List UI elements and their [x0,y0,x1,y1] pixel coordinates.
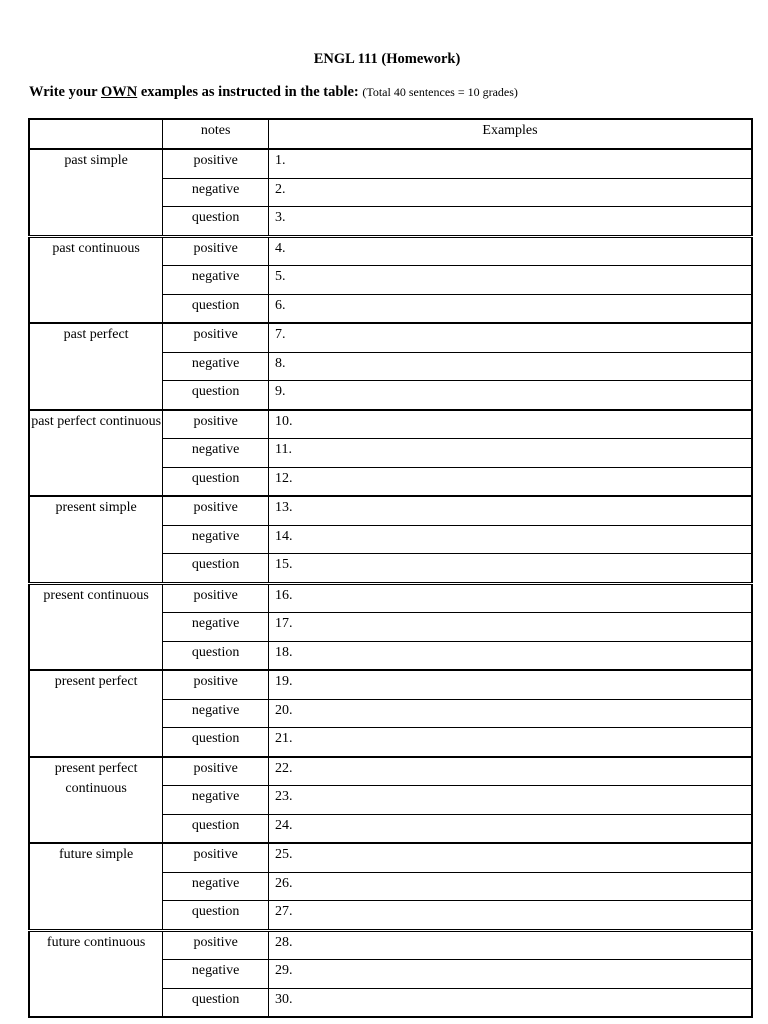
example-cell[interactable]: 21. [269,728,752,757]
note-cell: negative [163,699,269,728]
instruction-suffix: examples as instructed in the table: [137,84,359,100]
example-cell[interactable]: 22. [269,757,752,786]
table-row [29,236,752,266]
table-body [29,149,752,1017]
table-row [29,670,752,699]
note-cell: negative [163,439,269,468]
example-cell[interactable]: 14. [269,525,752,554]
note-cell: negative [163,266,269,295]
note-cell: negative [163,960,269,989]
table-row [29,843,752,872]
note-cell: question [163,207,269,237]
example-cell[interactable]: 8. [269,352,752,381]
note-cell: negative [163,872,269,901]
note-cell: positive [163,323,269,352]
note-cell: positive [163,410,269,439]
example-cell[interactable]: 10. [269,410,752,439]
tense-cell: future continuous [29,930,163,1017]
note-cell: positive [163,583,269,613]
tense-cell: present perfect continuous [29,757,163,844]
note-cell: negative [163,613,269,642]
note-cell: positive [163,930,269,960]
example-cell[interactable]: 29. [269,960,752,989]
note-cell: positive [163,843,269,872]
header-row [29,119,752,149]
instructions [29,84,518,101]
note-cell: positive [163,496,269,525]
tense-cell: future simple [29,843,163,930]
example-cell[interactable]: 26. [269,872,752,901]
example-cell[interactable]: 27. [269,901,752,931]
example-cell[interactable]: 13. [269,496,752,525]
tense-cell: present simple [29,496,163,583]
example-cell[interactable]: 30. [269,988,752,1017]
tense-cell: past perfect continuous [29,410,163,497]
instruction-emphasis: OWN [100,84,138,100]
note-cell: positive [163,236,269,266]
homework-table [28,118,753,1018]
note-cell: negative [163,525,269,554]
note-cell: negative [163,178,269,207]
note-cell: question [163,901,269,931]
example-cell[interactable]: 20. [269,699,752,728]
table-row [29,583,752,613]
note-cell: negative [163,786,269,815]
table-row [29,149,752,178]
note-cell: negative [163,352,269,381]
tense-cell: past perfect [29,323,163,410]
example-cell[interactable]: 24. [269,814,752,843]
table-row [29,757,752,786]
example-cell[interactable]: 4. [269,236,752,266]
example-cell[interactable]: 9. [269,381,752,410]
tense-cell: present continuous [29,583,163,670]
tense-cell: present perfect [29,670,163,757]
example-cell[interactable]: 23. [269,786,752,815]
note-cell: positive [163,149,269,178]
table-row [29,930,752,960]
note-cell: question [163,381,269,410]
example-cell[interactable]: 12. [269,467,752,496]
header-examples: Examples [269,119,752,149]
example-cell[interactable]: 15. [269,554,752,584]
note-cell: question [163,467,269,496]
example-cell[interactable]: 3. [269,207,752,237]
instruction-note: (Total 40 sentences = 10 grades) [362,85,518,99]
example-cell[interactable]: 28. [269,930,752,960]
example-cell[interactable]: 19. [269,670,752,699]
example-cell[interactable]: 1. [269,149,752,178]
example-cell[interactable]: 5. [269,266,752,295]
tense-cell: past continuous [29,236,163,323]
note-cell: question [163,728,269,757]
example-cell[interactable]: 16. [269,583,752,613]
example-cell[interactable]: 7. [269,323,752,352]
instruction-prefix: Write your [29,84,101,100]
table-row [29,496,752,525]
note-cell: question [163,294,269,323]
example-cell[interactable]: 18. [269,641,752,670]
note-cell: question [163,814,269,843]
note-cell: question [163,641,269,670]
example-cell[interactable]: 17. [269,613,752,642]
table-row [29,410,752,439]
header-tense [29,119,163,149]
table-row [29,323,752,352]
example-cell[interactable]: 6. [269,294,752,323]
note-cell: question [163,988,269,1017]
document-title: ENGL 111 (Homework) [313,51,461,67]
note-cell: positive [163,670,269,699]
note-cell: question [163,554,269,584]
tense-cell: past simple [29,149,163,236]
example-cell[interactable]: 25. [269,843,752,872]
note-cell: positive [163,757,269,786]
example-cell[interactable]: 11. [269,439,752,468]
example-cell[interactable]: 2. [269,178,752,207]
header-notes: notes [163,119,269,149]
